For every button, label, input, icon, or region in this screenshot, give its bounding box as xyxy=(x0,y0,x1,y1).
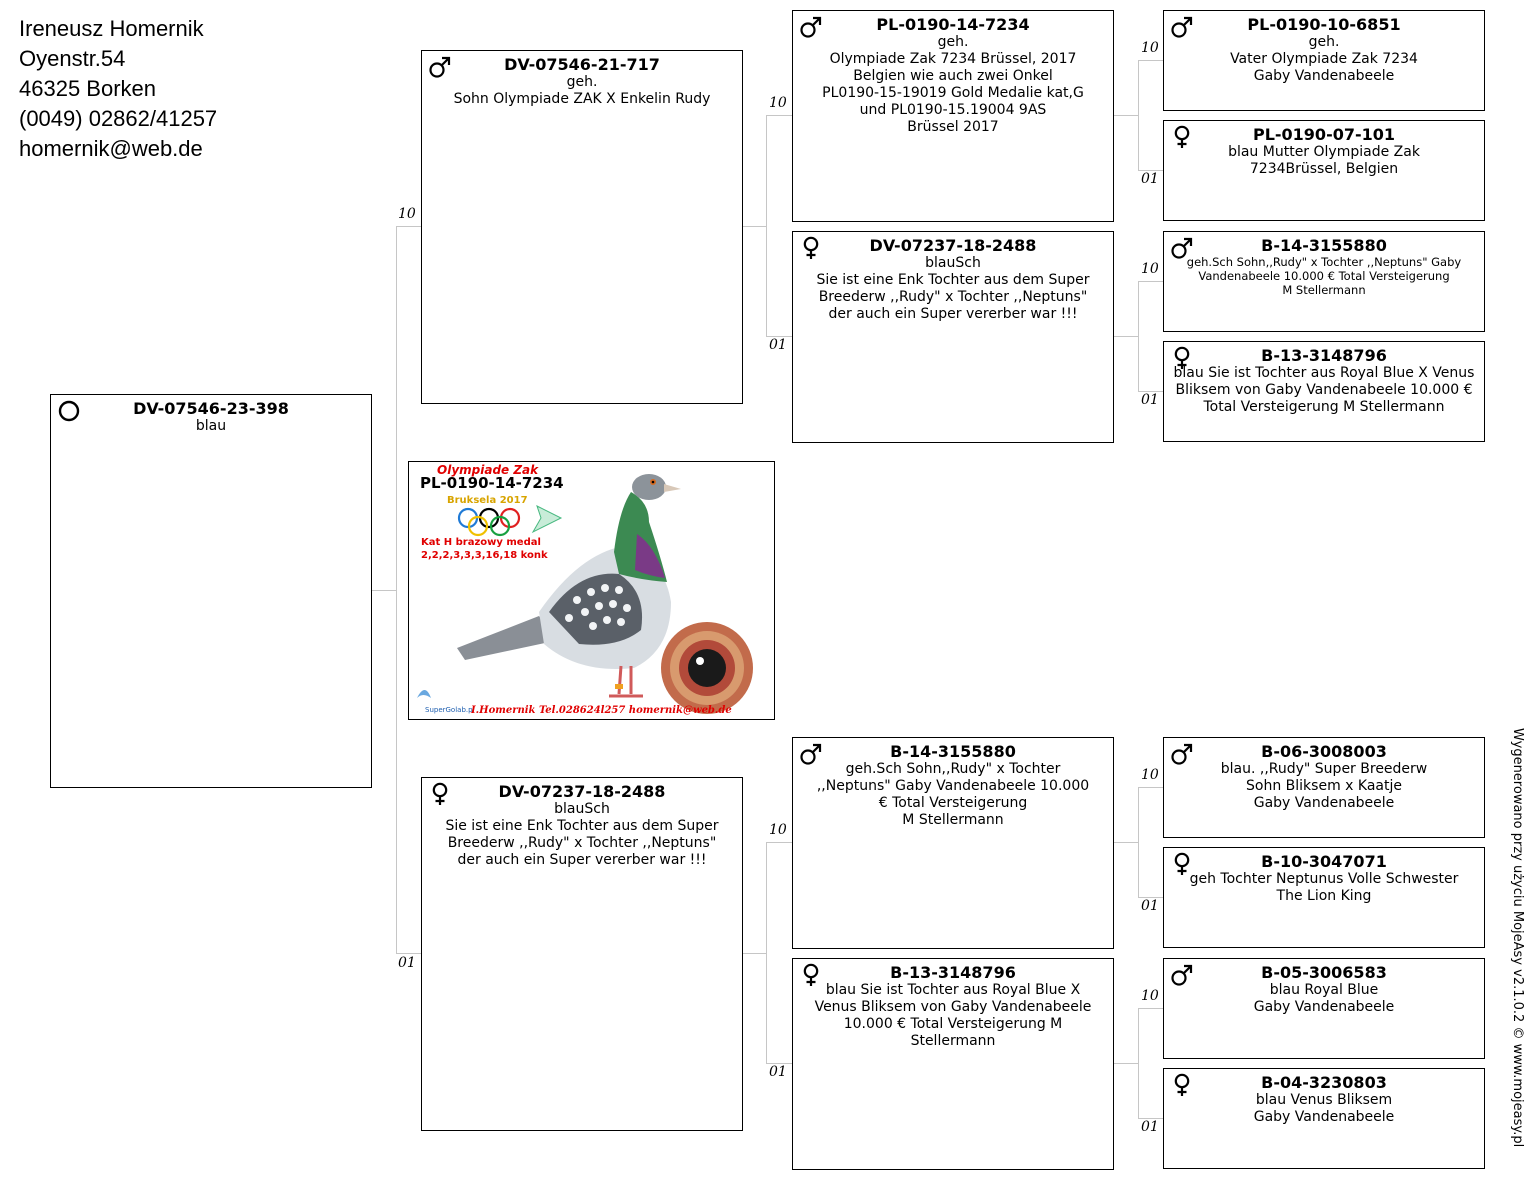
pigeon-description: blau. ,,Rudy" Super Breederw Sohn Bliksem x Kaatje Gaby Vandenabeele xyxy=(1220,761,1428,811)
female-symbol-icon xyxy=(1170,346,1194,370)
ring-number: DV-07546-23-398 xyxy=(133,399,289,418)
ring-number: B-13-3148796 xyxy=(1261,346,1387,365)
gen-code-ssd: 01 xyxy=(1141,171,1159,187)
gen-code-dsd: 01 xyxy=(1141,898,1159,914)
gen-code-ss: 10 xyxy=(769,95,787,111)
female-symbol-icon xyxy=(799,236,823,260)
pigeon-card-dd[interactable] xyxy=(792,958,1114,1170)
male-symbol-icon xyxy=(1170,963,1194,987)
unknown-sex-icon xyxy=(57,399,81,423)
pigeon-card-sdd[interactable] xyxy=(1163,341,1485,442)
pigeon-description: geh.Sch Sohn,,Rudy" x Tochter ,,Neptuns" Gaby Vandenabeele 10.000 € Total Versteigerung M Stellermann xyxy=(816,761,1090,828)
gen-code-dss: 10 xyxy=(1141,767,1159,783)
ring-number: DV-07237-18-2488 xyxy=(869,236,1037,255)
pigeon-description: geh. Olympiade Zak 7234 Brüssel, 2017 Belgien wie auch zwei Onkel PL0190-15-19019 Gold Medalie kat,G und PL0190-15.19004 9AS Brüssel 2017 xyxy=(822,34,1084,135)
pigeon-description: blau xyxy=(195,418,227,434)
pigeon-description: geh.Sch Sohn,,Rudy" x Tochter ,,Neptuns" Gaby Vandenabeele 10.000 € Total Versteigerung M Stellermann xyxy=(1186,255,1462,297)
male-symbol-icon xyxy=(1170,742,1194,766)
gen-code-dam: 01 xyxy=(398,955,416,971)
ring-number: B-10-3047071 xyxy=(1261,852,1387,871)
pigeon-description: blau Sie ist Tochter aus Royal Blue X Venus Bliksem von Gaby Vandenabeele 10.000 € Total Versteigerung M Stellermann xyxy=(1173,365,1475,415)
owner-address xyxy=(19,14,217,164)
ring-number: B-04-3230803 xyxy=(1261,1073,1387,1092)
pigeon-description: blau Sie ist Tochter aus Royal Blue X Venus Bliksem von Gaby Vandenabeele 10.000 € Total Versteigerung M Stellermann xyxy=(814,982,1092,1049)
male-symbol-icon xyxy=(428,55,452,79)
gen-code-sds: 10 xyxy=(1141,261,1159,277)
ring-number: PL-0190-14-7234 xyxy=(876,15,1030,34)
ring-number: B-14-3155880 xyxy=(890,742,1016,761)
pigeon-card-dds[interactable] xyxy=(1163,958,1485,1059)
pigeon-card-dam[interactable] xyxy=(421,777,743,1131)
gen-code-sss: 10 xyxy=(1141,40,1159,56)
pigeon-card-sss[interactable] xyxy=(1163,10,1485,111)
generated-by-footer: Wygenerowano przy użyciu MojeAsy v2.1.0.2 © www.mojeasy.pl xyxy=(1510,728,1525,1148)
photo-site-logo: SuperGolab.pl xyxy=(425,706,475,714)
photo-medal: Kat H brazowy medal xyxy=(421,537,541,548)
owner-city: 46325 Borken xyxy=(19,76,156,101)
pigeon-card-sds[interactable] xyxy=(1163,231,1485,332)
ring-number: B-05-3006583 xyxy=(1261,963,1387,982)
gen-code-sdd: 01 xyxy=(1141,392,1159,408)
gen-code-ddd: 01 xyxy=(1141,1119,1159,1135)
ring-number: DV-07546-21-717 xyxy=(504,55,660,74)
gen-code-sd: 01 xyxy=(769,337,787,353)
photo-title: Olympiade Zak xyxy=(437,463,539,477)
gen-code-sire: 10 xyxy=(398,206,416,222)
photo-footer: I.Homernik Tel.028624l257 homernik@web.de xyxy=(471,705,732,716)
gen-code-dds: 10 xyxy=(1141,988,1159,1004)
male-symbol-icon xyxy=(1170,15,1194,39)
female-symbol-icon xyxy=(428,782,452,806)
owner-street: Oyenstr.54 xyxy=(19,46,126,71)
pigeon-card-subject[interactable] xyxy=(50,394,372,788)
male-symbol-icon xyxy=(799,742,823,766)
pigeon-card-ds[interactable] xyxy=(792,737,1114,949)
ring-number: PL-0190-07-101 xyxy=(1252,125,1396,144)
photo-ring: PL-0190-14-7234 xyxy=(420,474,564,492)
owner-phone: (0049) 02862/41257 xyxy=(19,106,218,131)
pigeon-description: blauSch Sie ist eine Enk Tochter aus dem Super Breederw ,,Rudy" x Tochter ,,Neptuns" der auch ein Super vererber war !!! xyxy=(445,801,719,868)
photo-event: Bruksela 2017 xyxy=(447,495,528,506)
pigeon-description: geh. Sohn Olympiade ZAK X Enkelin Rudy xyxy=(453,74,711,107)
female-symbol-icon xyxy=(1170,852,1194,876)
male-symbol-icon xyxy=(799,15,823,39)
pigeon-description: blau Venus Bliksem Gaby Vandenabeele xyxy=(1253,1092,1395,1125)
pigeon-card-dss[interactable] xyxy=(1163,737,1485,838)
pigeon-card-ss[interactable] xyxy=(792,10,1114,222)
ring-number: DV-07237-18-2488 xyxy=(498,782,666,801)
gen-code-dd: 01 xyxy=(769,1064,787,1080)
owner-name: Ireneusz Homernik xyxy=(19,16,204,41)
male-symbol-icon xyxy=(1170,236,1194,260)
ring-number: B-14-3155880 xyxy=(1261,236,1387,255)
ring-number: B-13-3148796 xyxy=(890,963,1016,982)
female-symbol-icon xyxy=(1170,125,1194,149)
pigeon-card-ssd[interactable] xyxy=(1163,120,1485,221)
owner-email: homernik@web.de xyxy=(19,136,203,161)
female-symbol-icon xyxy=(1170,1073,1194,1097)
ring-number: PL-0190-10-6851 xyxy=(1247,15,1401,34)
pigeon-card-dsd[interactable] xyxy=(1163,847,1485,948)
pigeon-photo-card[interactable] xyxy=(408,461,775,720)
photo-results: 2,2,2,3,3,3,16,18 konk xyxy=(421,550,548,561)
female-symbol-icon xyxy=(799,963,823,987)
pigeon-card-sd[interactable] xyxy=(792,231,1114,443)
ring-number: B-06-3008003 xyxy=(1261,742,1387,761)
pigeon-description: blau Royal Blue Gaby Vandenabeele xyxy=(1253,982,1395,1015)
pigeon-card-ddd[interactable] xyxy=(1163,1068,1485,1169)
pigeon-description: blauSch Sie ist eine Enk Tochter aus dem Super Breederw ,,Rudy" x Tochter ,,Neptuns" der auch ein Super vererber war !!! xyxy=(816,255,1090,322)
pigeon-description: blau Mutter Olympiade Zak 7234Brüssel, Belgien xyxy=(1228,144,1420,177)
pigeon-card-sire[interactable] xyxy=(421,50,743,404)
gen-code-ds: 10 xyxy=(769,822,787,838)
pigeon-description: geh Tochter Neptunus Volle Schwester The Lion King xyxy=(1189,871,1459,904)
pigeon-description: geh. Vater Olympiade Zak 7234 Gaby Vandenabeele xyxy=(1230,34,1418,84)
